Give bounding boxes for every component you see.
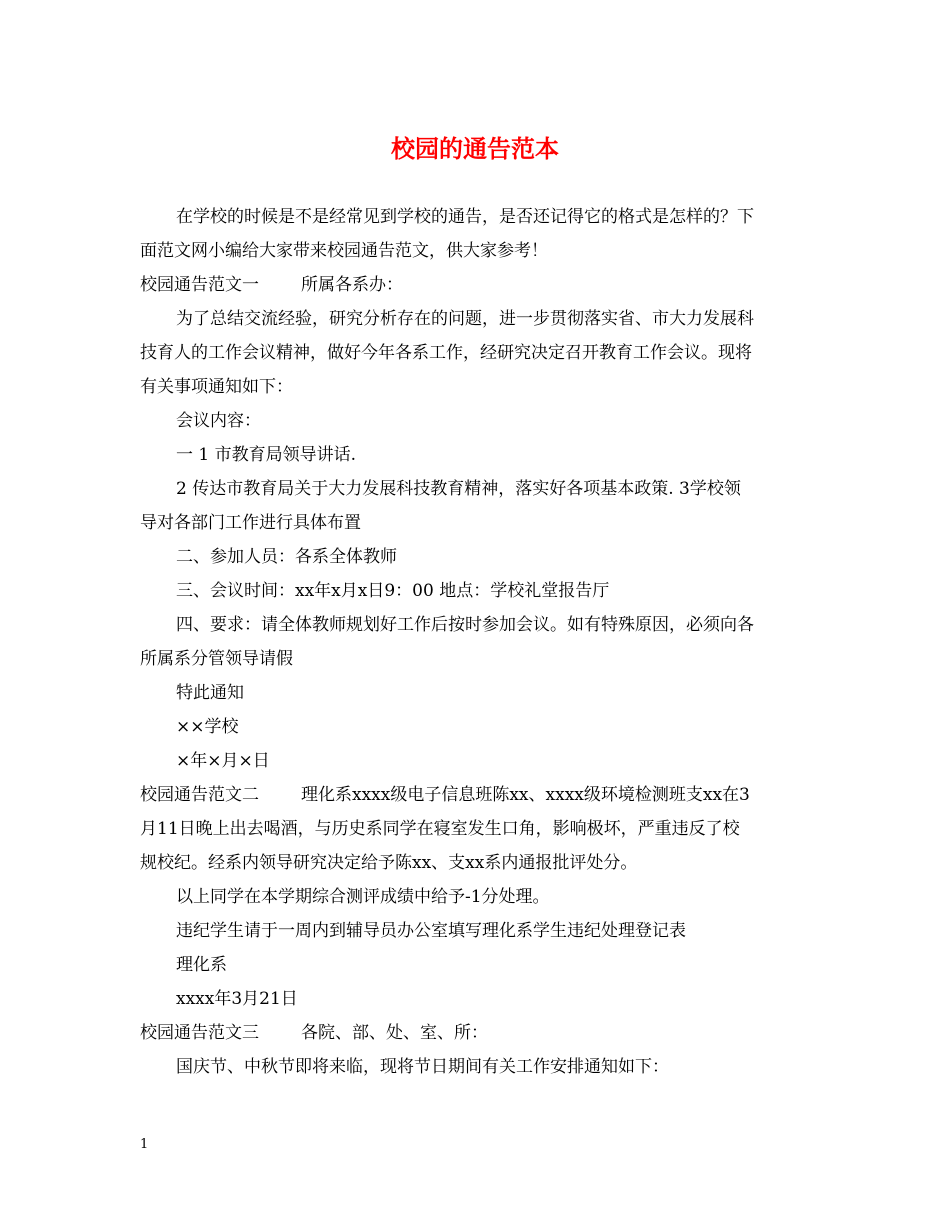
sample1-requirements-line-1: 四、要求：请全体教师规划好工作后按时参加会议。如有特殊原因，必须向各 [176, 615, 754, 635]
sample2-line-3: 规校纪。经系内领导研究决定给予陈xx、支xx系内通报批评处分。 [140, 853, 638, 873]
sample3-heading: 校园通告范文三 [140, 1023, 259, 1043]
intro-line-1: 在学校的时候是不是经常见到学校的通告，是否还记得它的格式是怎样的？下 [176, 207, 754, 227]
sample1-participants: 二、参加人员：各系全体教师 [176, 547, 397, 567]
sample1-time-place: 三、会议时间：xx年x月x日9：00 地点：学校礼堂报告厅 [176, 581, 610, 601]
sample1-item-2-line-2: 导对各部门工作进行具体布置 [140, 513, 361, 533]
sample3-heading-line [140, 1016, 812, 1050]
sample1-content-label: 会议内容： [176, 411, 261, 431]
sample2-heading-line [140, 778, 812, 812]
sample1-item-1: 一 1 市教育局领导讲话. [176, 445, 357, 465]
sample1-closing: 特此通知 [176, 683, 244, 703]
document-body [140, 200, 812, 1084]
sample1-paragraph-line-1: 为了总结交流经验，研究分析存在的问题，进一步贯彻落实省、市大力发展科 [176, 309, 754, 329]
sample1-school: ××学校 [176, 717, 239, 737]
sample1-paragraph-line-3: 有关事项通知如下： [140, 377, 293, 397]
sample3-line-1: 国庆节、中秋节即将来临，现将节日期间有关工作安排通知如下： [176, 1057, 669, 1077]
intro-line-2: 面范文网小编给大家带来校园通告范文，供大家参考！ [140, 241, 548, 261]
sample2-line-2: 月11日晚上出去喝酒，与历史系同学在寝室发生口角，影响极坏，严重违反了校 [140, 819, 740, 839]
sample2-line-4: 以上同学在本学期综合测评成绩中给予-1分处理。 [176, 887, 550, 907]
sample1-date: ×年×月×日 [176, 751, 270, 771]
sample1-recipient: 所属各系办： [301, 275, 403, 295]
sample2-line-5: 违纪学生请于一周内到辅导员办公室填写理化系学生违纪处理登记表 [176, 921, 686, 941]
sample1-requirements-line-2: 所属系分管领导请假 [140, 649, 293, 669]
sample2-line-1: 理化系xxxx级电子信息班陈xx、xxxx级环境检测班支xx在3 [301, 785, 750, 805]
sample2-heading: 校园通告范文二 [140, 785, 259, 805]
sample1-heading-line [140, 268, 812, 302]
sample1-item-2-line-1: 2 传达市教育局关于大力发展科技教育精神，落实好各项基本政策. 3学校领 [176, 479, 741, 499]
sample2-date: xxxx年3月21日 [176, 989, 298, 1009]
sample1-heading: 校园通告范文一 [140, 275, 259, 295]
sample2-signer: 理化系 [176, 955, 227, 975]
page-title: 校园的通告范本 [391, 134, 559, 163]
sample3-recipient: 各院、部、处、室、所： [301, 1023, 488, 1043]
sample1-paragraph-line-2: 技育人的工作会议精神，做好今年各系工作，经研究决定召开教育工作会议。现将 [140, 343, 752, 363]
page-number: 1 [140, 1137, 149, 1152]
